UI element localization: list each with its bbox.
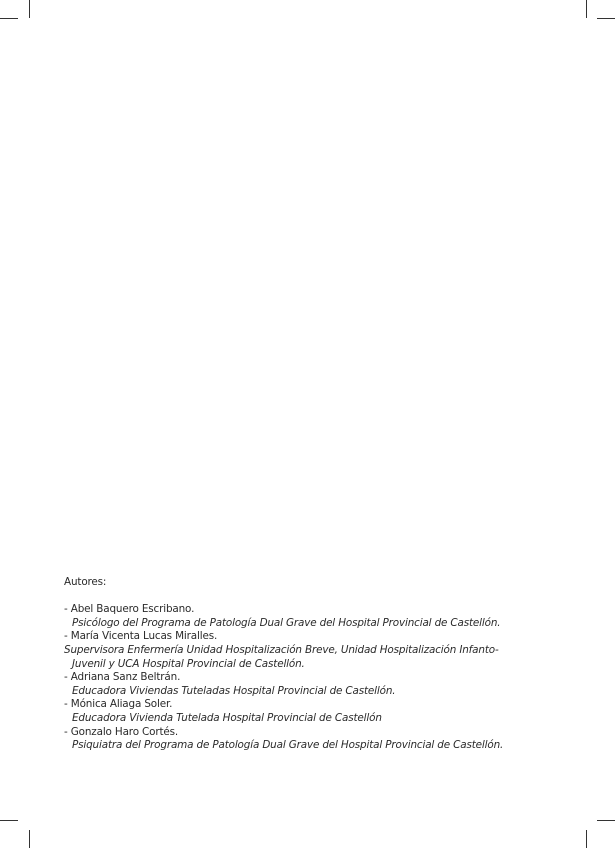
- author-role-line: Supervisora Enfermería Unidad Hospitalización Breve, Unidad Hospitalización Infanto-: [64, 643, 499, 656]
- crop-mark-top-right-horizontal: [597, 18, 615, 19]
- author-name: - María Vicenta Lucas Miralles.: [64, 630, 218, 643]
- author-name: - Abel Baquero Escribano.: [64, 603, 195, 616]
- author-role: Educadora Viviendas Tuteladas Hospital Provincial de Castellón.: [72, 684, 396, 697]
- crop-mark-top-left-horizontal: [0, 18, 18, 19]
- author-name: - Gonzalo Haro Cortés.: [64, 725, 179, 738]
- author-role-line: Juvenil y UCA Hospital Provincial de Castellón.: [72, 657, 305, 670]
- crop-mark-bottom-right-vertical: [586, 830, 587, 848]
- authors-heading: Autores:: [64, 576, 107, 588]
- crop-mark-bottom-left-vertical: [29, 830, 30, 848]
- author-role: Educadora Vivienda Tutelada Hospital Provincial de Castellón: [72, 711, 382, 724]
- crop-mark-top-left-vertical: [29, 0, 30, 18]
- author-role: Psiquiatra del Programa de Patología Dual Grave del Hospital Provincial de Castellón.: [72, 739, 504, 752]
- crop-mark-bottom-left-horizontal: [0, 820, 18, 821]
- crop-mark-top-right-vertical: [586, 0, 587, 18]
- author-name: - Adriana Sanz Beltrán.: [64, 671, 181, 684]
- crop-mark-bottom-right-horizontal: [597, 820, 615, 821]
- author-name: - Mónica Aliaga Soler.: [64, 698, 173, 711]
- authors-section: [64, 576, 548, 753]
- author-role: Psicólogo del Programa de Patología Dual Grave del Hospital Provincial de Castellón.: [72, 616, 501, 629]
